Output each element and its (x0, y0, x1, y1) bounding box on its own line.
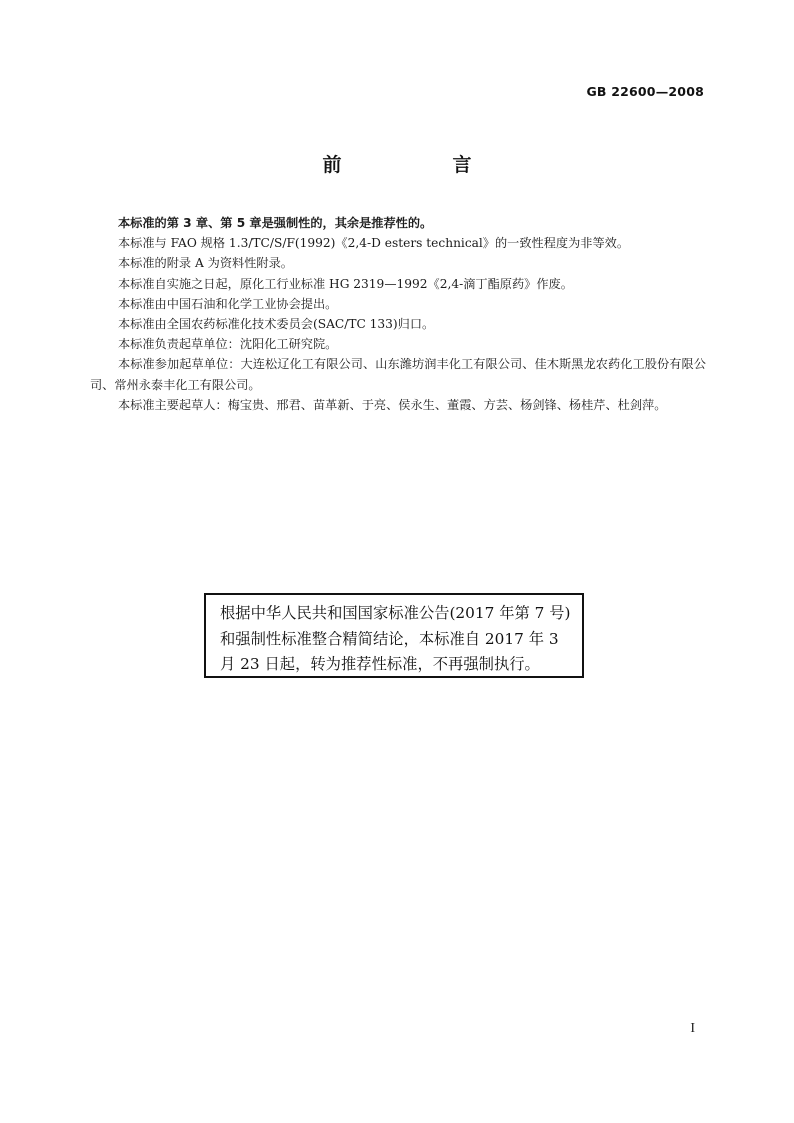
paragraph-supersedes: 本标准自实施之日起，原化工行业标准 HG 2319—1992《2,4-滴丁酯原药》作废。 (118, 276, 573, 291)
paragraph-appendix: 本标准的附录 A 为资料性附录。 (118, 256, 293, 271)
foreword-body (90, 213, 706, 415)
paragraph-mandatory-clauses: 本标准的第 3 章、第 5 章是强制性的，其余是推荐性的。 (118, 216, 433, 230)
page-number: I (690, 1021, 695, 1036)
paragraph-drafting-unit: 本标准负责起草单位：沈阳化工研究院。 (118, 337, 338, 352)
standard-code: GB 22600—2008 (586, 84, 704, 99)
paragraph-under-jurisdiction: 本标准由全国农药标准化技术委员会(SAC/TC 133)归口。 (118, 317, 435, 332)
paragraph-participating-units: 本标准参加起草单位：大连松辽化工有限公司、山东潍坊润丰化工有限公司、佳木斯黑龙农药化工股份有限公司、常州永泰丰化工有限公司。 (90, 357, 706, 392)
page-title: 前 言 (322, 154, 518, 176)
paragraph-consistency: 本标准与 FAO 规格 1.3/TC/S/F(1992)《2,4-D esters technical》的一致性程度为非等效。 (118, 236, 630, 251)
notice-box: 根据中华人民共和国国家标准公告(2017 年第 7 号)和强制性标准整合精简结论，本标准自 2017 年 3 月 23 日起，转为推荐性标准，不再强制执行。 (204, 593, 584, 678)
paragraph-proposed-by: 本标准由中国石油和化学工业协会提出。 (118, 296, 338, 311)
paragraph-drafters: 本标准主要起草人：梅宝贵、邢君、苗革新、于亮、侯永生、董霞、方芸、杨剑锋、杨桂芹、杜剑萍。 (118, 397, 667, 412)
